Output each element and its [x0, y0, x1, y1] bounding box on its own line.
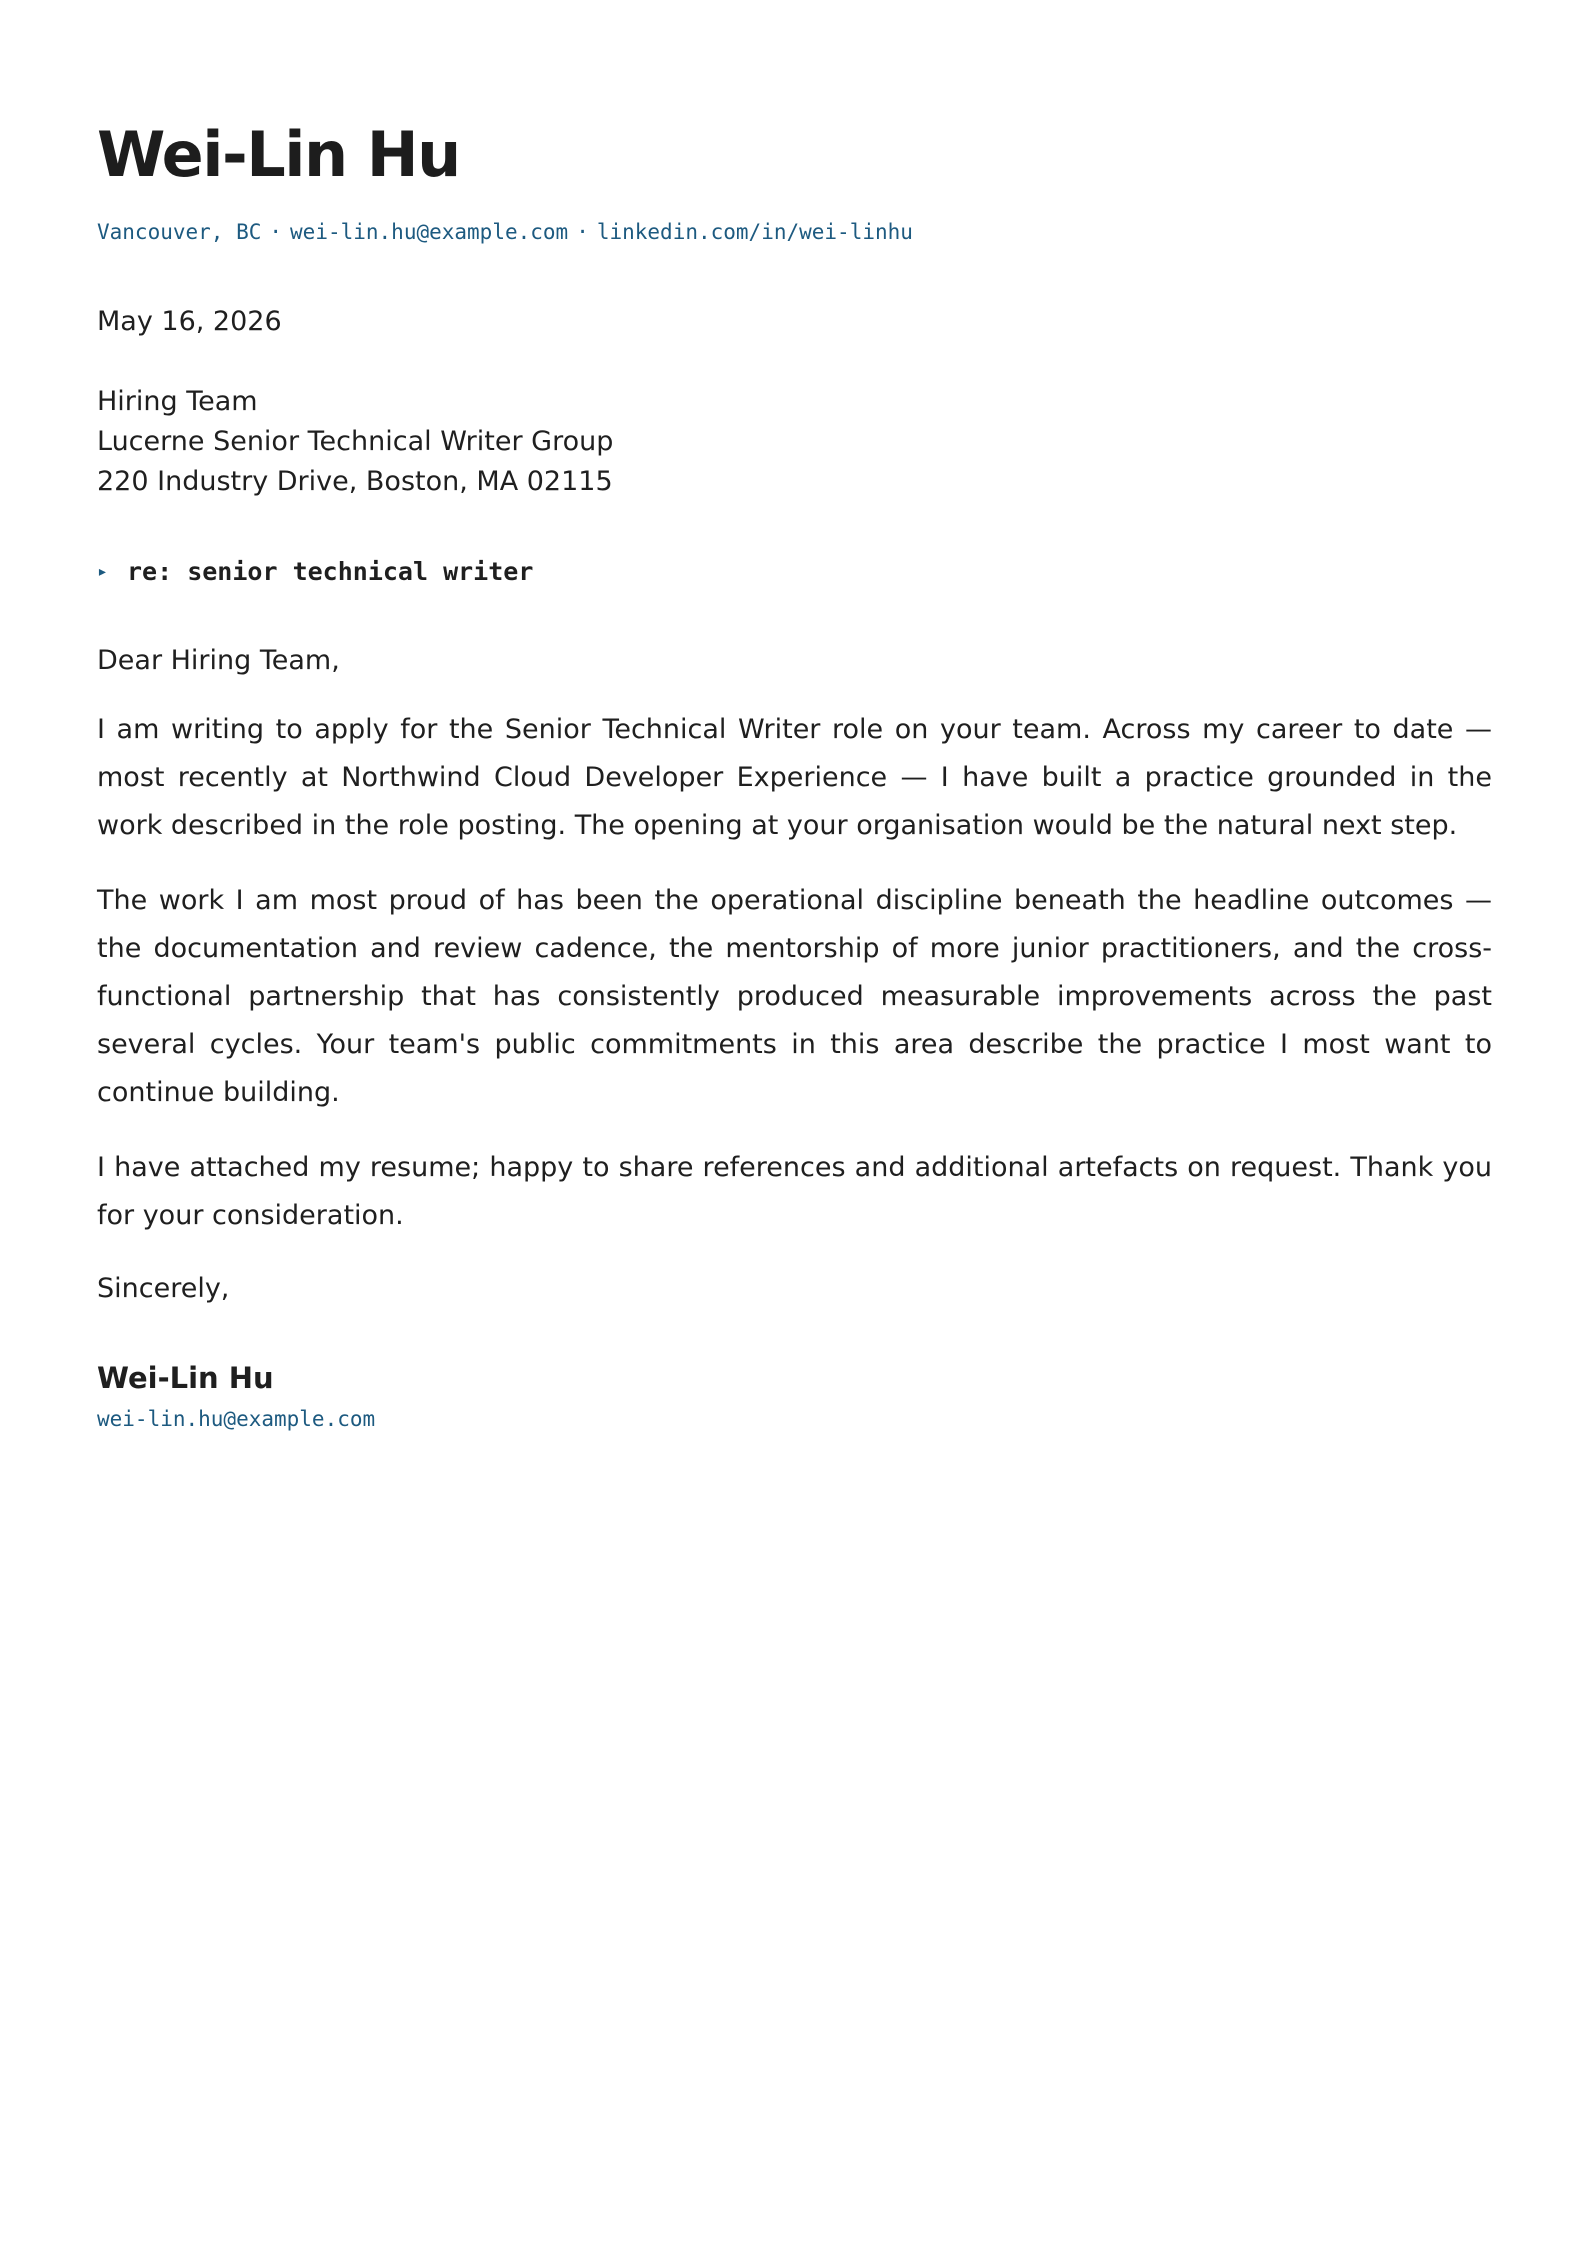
contact-separator: ·: [576, 220, 589, 244]
recipient-line: Hiring Team: [97, 386, 258, 417]
subject-line: [97, 557, 1492, 587]
recipient-block: [97, 382, 1492, 502]
body-paragraph: I have attached my resume; happy to share references and additional artefacts on request. Thank you for your consideration.: [97, 1152, 1492, 1231]
recipient-line: 220 Industry Drive, Boston, MA 02115: [97, 466, 613, 497]
letter-date: May 16, 2026: [97, 306, 282, 337]
location-text: Vancouver, BC: [97, 220, 262, 244]
email-link[interactable]: wei-lin.hu@example.com: [290, 220, 569, 244]
body-paragraph: The work I am most proud of has been the operational discipline beneath the headline outcomes — the documentation and review cadence, the mentorship of more junior practitioners, and the cross-functional partnership that has consistently produced measurable improvements across the past several cycles. Your team's public commitments in this area describe the practice I most want to continue building.: [97, 885, 1492, 1108]
applicant-name: Wei-Lin Hu: [97, 118, 460, 191]
subject-text: re: senior technical writer: [127, 557, 534, 586]
body-paragraph: I am writing to apply for the Senior Technical Writer role on your team. Across my career to date — most recently at Northwind Cloud Developer Experience — I have built a practice grounded in the work described in the role posting. The opening at your organisation would be the natural next step.: [97, 714, 1492, 841]
triangle-marker-icon: ▸: [97, 561, 108, 582]
recipient-line: Lucerne Senior Technical Writer Group: [97, 426, 614, 457]
signature-name: Wei-Lin Hu: [97, 1361, 274, 1395]
contact-line: [97, 220, 1492, 244]
linkedin-link[interactable]: linkedin.com/in/wei-linhu: [596, 220, 913, 244]
signature-email-link[interactable]: wei-lin.hu@example.com: [97, 1407, 376, 1431]
closing: Sincerely,: [97, 1273, 230, 1304]
contact-separator: ·: [269, 220, 283, 244]
salutation: Dear Hiring Team,: [97, 645, 340, 676]
